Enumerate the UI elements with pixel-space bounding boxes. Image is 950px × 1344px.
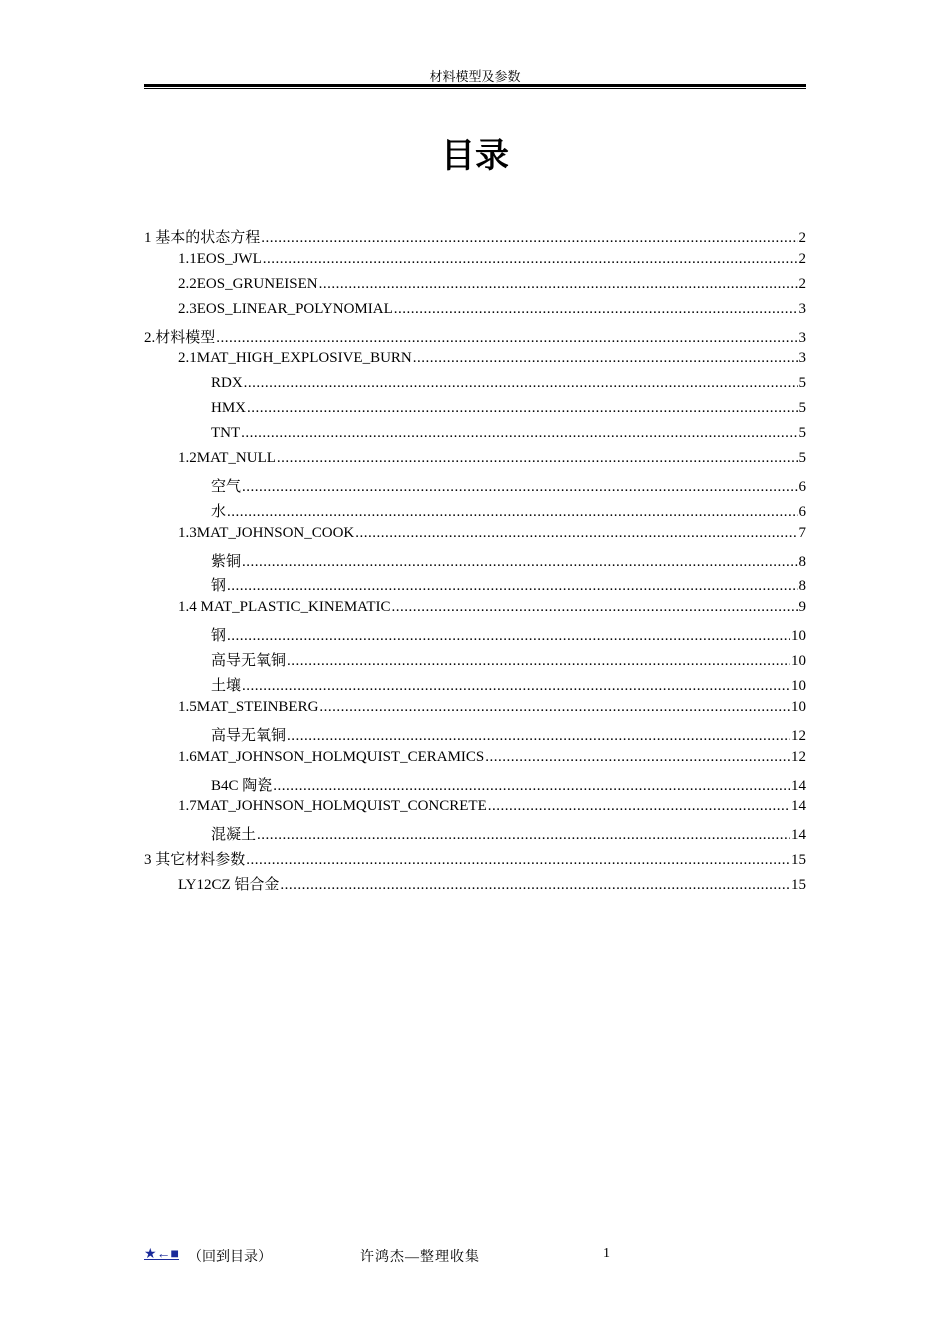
toc-entry-title: 混凝土 [211, 827, 257, 844]
toc-leader-dots [392, 599, 798, 616]
toc-entry[interactable] [144, 550, 806, 575]
toc-entry-title: RDX [211, 375, 243, 392]
toc-entry-title: 1.3MAT_JOHNSON_COOK [178, 524, 355, 541]
toc-entry[interactable] [144, 823, 806, 848]
toc-entry-page: 3 [798, 329, 806, 346]
toc-entry-page: 3 [798, 350, 806, 367]
toc-entry-title: 1.4 MAT_PLASTIC_KINEMATIC [178, 599, 391, 616]
toc-entry-page: 15 [791, 852, 806, 869]
toc-leader-dots [227, 628, 790, 645]
toc-entry-title: 水 [211, 503, 227, 520]
toc-leader-dots [413, 350, 798, 367]
toc-leader-dots [488, 798, 790, 815]
toc-entry-title: LY12CZ 铝合金 [178, 877, 280, 894]
toc-entry-title: 2.1MAT_HIGH_EXPLOSIVE_BURN [178, 350, 412, 367]
toc-entry-page: 8 [798, 578, 806, 595]
toc-entry-title: B4C 陶瓷 [211, 777, 273, 794]
toc-entry-title: 钢 [211, 578, 227, 595]
toc-leader-dots [247, 400, 797, 417]
toc-entry[interactable] [144, 574, 806, 599]
toc-entry-page: 5 [798, 375, 806, 392]
toc-entry-title: 土壤 [211, 678, 242, 695]
toc-entry[interactable] [144, 475, 806, 500]
toc-entry-page: 8 [798, 553, 806, 570]
toc-entry-title: 2.3EOS_LINEAR_POLYNOMIAL [178, 300, 393, 317]
table-of-contents [144, 226, 806, 898]
toc-entry[interactable] [144, 674, 806, 699]
toc-leader-dots [277, 450, 798, 467]
toc-entry-title: 3 其它材料参数 [144, 852, 246, 869]
toc-leader-dots [244, 375, 798, 392]
toc-entry[interactable] [144, 749, 806, 774]
toc-entry-page: 5 [798, 450, 806, 467]
toc-leader-dots [319, 699, 790, 716]
toc-entry-page: 2 [798, 275, 806, 292]
toc-leader-dots [227, 578, 797, 595]
toc-entry[interactable] [144, 525, 806, 550]
toc-leader-dots [227, 504, 797, 521]
toc-entry[interactable] [144, 226, 806, 251]
toc-entry[interactable] [144, 326, 806, 351]
toc-entry-title: 1 基本的状态方程 [144, 230, 261, 246]
header-rule-thick [144, 84, 806, 87]
toc-entry-title: 1.5MAT_STEINBERG [178, 698, 319, 715]
toc-entry-title: 高导无氧铜 [211, 653, 287, 670]
toc-entry-page: 10 [791, 698, 806, 715]
toc-entry-title: 高导无氧铜 [211, 727, 287, 744]
toc-entry[interactable] [144, 699, 806, 724]
toc-entry[interactable] [144, 251, 806, 276]
toc-entry[interactable] [144, 276, 806, 301]
toc-entry[interactable] [144, 599, 806, 624]
toc-entry-title: 1.2MAT_NULL [178, 450, 276, 467]
toc-leader-dots [280, 877, 790, 894]
toc-entry[interactable] [144, 375, 806, 400]
toc-leader-dots [287, 653, 790, 670]
toc-leader-dots [257, 827, 790, 844]
toc-entry[interactable] [144, 724, 806, 749]
toc-leader-dots [216, 330, 797, 347]
toc-entry-page: 10 [791, 678, 806, 695]
toc-leader-dots [263, 251, 798, 268]
toc-leader-dots [242, 479, 797, 496]
toc-leader-dots [287, 728, 790, 745]
toc-entry-page: 6 [798, 503, 806, 520]
toc-entry-title: TNT [211, 425, 241, 442]
toc-entry[interactable] [144, 500, 806, 525]
toc-leader-dots [242, 554, 797, 571]
toc-entry-page: 12 [791, 727, 806, 744]
toc-entry-page: 5 [798, 425, 806, 442]
toc-entry-page: 14 [791, 827, 806, 844]
toc-title: 目录 [441, 138, 509, 175]
toc-entry[interactable] [144, 350, 806, 375]
toc-entry-page: 2 [798, 230, 806, 246]
back-to-toc-link[interactable]: ★←■ [144, 1247, 180, 1262]
toc-entry-title: 1.6MAT_JOHNSON_HOLMQUIST_CERAMICS [178, 748, 485, 765]
toc-entry-title: 空气 [211, 478, 242, 495]
toc-entry-page: 9 [798, 599, 806, 616]
toc-leader-dots [355, 525, 797, 542]
running-header: 材料模型及参数 [429, 69, 521, 84]
toc-leader-dots [261, 230, 797, 247]
toc-entry-page: 14 [791, 777, 806, 794]
toc-leader-dots [241, 425, 797, 442]
header-rule-thin [144, 88, 806, 89]
toc-entry[interactable] [144, 873, 806, 898]
toc-entry-page: 3 [798, 300, 806, 317]
page-footer [144, 1246, 806, 1266]
back-to-toc-label: （回到目录） [188, 1250, 272, 1265]
toc-entry-title: 2.2EOS_GRUNEISEN [178, 275, 318, 292]
page-number: 1 [603, 1246, 610, 1261]
toc-entry[interactable] [144, 798, 806, 823]
toc-entry[interactable] [144, 848, 806, 873]
toc-entry-title: 2.材料模型 [144, 329, 216, 346]
toc-entry-title: 紫铜 [211, 553, 242, 570]
toc-leader-dots [273, 778, 790, 795]
toc-entry-page: 12 [791, 748, 806, 765]
toc-entry-page: 15 [791, 877, 806, 894]
toc-entry-page: 10 [791, 653, 806, 670]
toc-entry[interactable] [144, 301, 806, 326]
author-credit: 许鸿杰—整理收集 [360, 1250, 480, 1265]
toc-entry-page: 6 [798, 478, 806, 495]
toc-leader-dots [246, 852, 790, 869]
toc-entry-title: 1.7MAT_JOHNSON_HOLMQUIST_CONCRETE [178, 798, 487, 815]
toc-entry[interactable] [144, 624, 806, 649]
toc-leader-dots [319, 276, 798, 293]
toc-entry[interactable] [144, 400, 806, 425]
toc-entry[interactable] [144, 649, 806, 674]
toc-leader-dots [485, 749, 790, 766]
toc-entry[interactable] [144, 425, 806, 450]
toc-entry-title: 钢 [211, 628, 227, 645]
toc-entry[interactable] [144, 450, 806, 475]
toc-entry-page: 7 [798, 524, 806, 541]
toc-entry-page: 14 [791, 798, 806, 815]
toc-entry-title: HMX [211, 400, 247, 417]
toc-entry-page: 2 [798, 250, 806, 267]
toc-leader-dots [394, 301, 798, 318]
toc-entry-page: 5 [798, 400, 806, 417]
toc-entry-page: 10 [791, 628, 806, 645]
toc-entry[interactable] [144, 774, 806, 799]
toc-entry-title: 1.1EOS_JWL [178, 250, 262, 267]
toc-leader-dots [242, 678, 790, 695]
